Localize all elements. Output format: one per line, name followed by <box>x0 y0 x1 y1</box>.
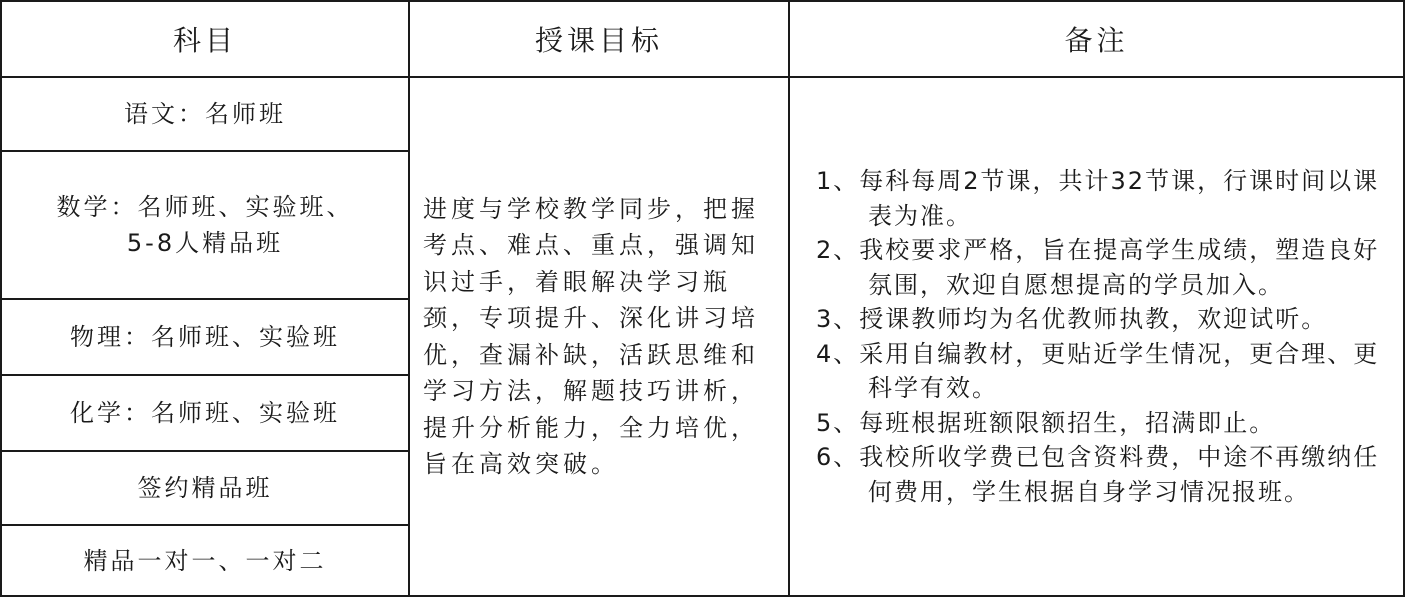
goal-cell <box>410 78 788 595</box>
subject-signed-class <box>2 452 408 524</box>
subject-physics <box>2 300 408 374</box>
subject-line: 5-8人精品班 <box>126 229 284 257</box>
note-item: 6、我校所收学费已包含资料费，中途不再缴纳任何费用，学生根据自身学习情况报班。 <box>816 443 1380 506</box>
subject-chemistry <box>2 376 408 450</box>
notes-cell <box>790 78 1403 595</box>
header-subject: 科目 <box>172 24 237 57</box>
subject-chinese <box>2 78 408 150</box>
subject-line: 语文：名师班 <box>124 100 286 128</box>
notes-list <box>816 164 1403 509</box>
note-item: 2、我校要求严格，旨在提高学生成绩，塑造良好氛围，欢迎自愿想提高的学员加入。 <box>816 236 1380 299</box>
subject-math <box>2 152 408 298</box>
note-item: 3、授课教师均为名优教师执教，欢迎试听。 <box>816 305 1328 333</box>
note-item: 4、采用自编教材，更贴近学生情况，更合理、更科学有效。 <box>816 339 1380 402</box>
subject-line: 签约精品班 <box>137 474 273 502</box>
header-notes: 备注 <box>1064 24 1129 57</box>
goal-text: 进度与学校教学同步，把握考点、难点、重点，强调知识过手，着眼解决学习瓶颈，专项提升、深化讲习培优，查漏补缺，活跃思维和学习方法，解题技巧讲析，提升分析能力，全力培优，旨在高效突破。 <box>423 194 759 478</box>
note-item: 1、每科每周2节课，共计32节课，行课时间以课表为准。 <box>816 167 1380 230</box>
subject-line: 化学：名师班、实验班 <box>70 399 340 427</box>
subject-line: 物理：名师班、实验班 <box>70 323 340 351</box>
subject-one-on-one <box>2 526 408 595</box>
subject-line: 数学：名师班、实验班、 <box>56 193 354 221</box>
subject-line: 精品一对一、一对二 <box>83 546 327 575</box>
note-item: 5、每班根据班额限额招生，招满即止。 <box>816 408 1276 437</box>
header-goal: 授课目标 <box>534 24 663 57</box>
